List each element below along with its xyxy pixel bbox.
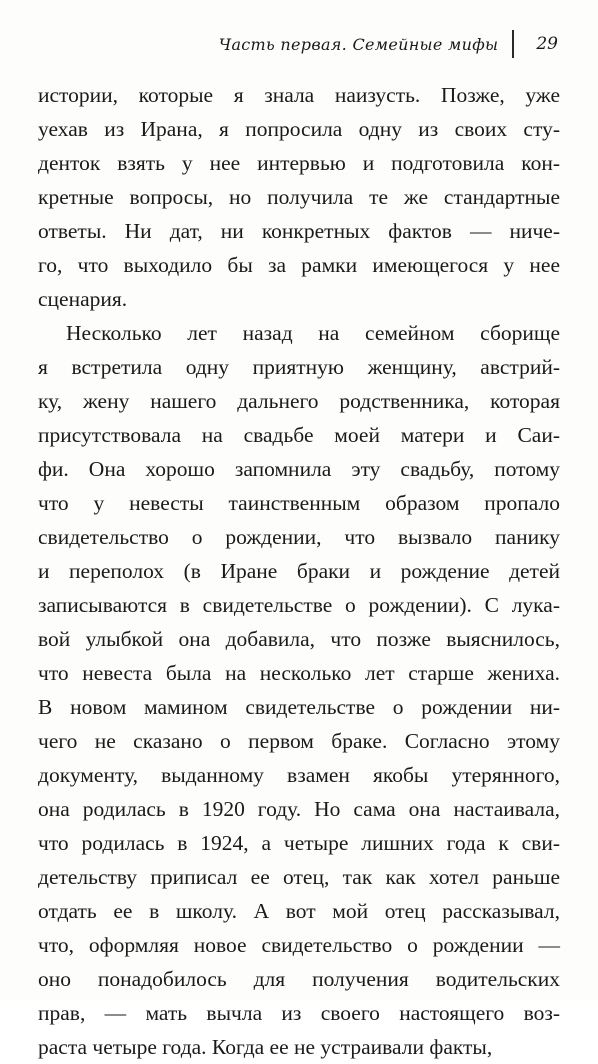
text-line: го, что выходило бы за рамки имеющегося у нее: [38, 253, 560, 277]
text-line: ответы. Ни дат, ни конкретных фактов — ниче-: [38, 219, 560, 243]
text-line: В новом мамином свидетельстве о рождении ни-: [38, 695, 560, 719]
text-line: чего не сказано о первом браке. Согласно этому: [38, 729, 560, 753]
text-line: Несколько лет назад на семейном сборище: [66, 321, 560, 345]
running-head-title: Часть первая. Семейные мифы: [218, 34, 499, 54]
text-line: фи. Она хорошо запомнила эту свадьбу, потому: [38, 457, 560, 481]
text-line: отдать ее в школу. А вот мой отец рассказывал,: [38, 899, 560, 923]
text-line: что, оформляя новое свидетельство о рождении —: [38, 933, 560, 957]
text-line: присутствовала на свадьбе моей матери и Саи-: [38, 423, 560, 447]
text-line: что родилась в 1924, а четыре лишних года к сви-: [38, 831, 560, 855]
text-line: что невеста была на несколько лет старше жениха.: [38, 661, 560, 685]
text-line: денток взять у нее интервью и подготовила кон-: [38, 151, 560, 175]
running-head-divider: [512, 30, 514, 58]
paragraph: [38, 316, 560, 1064]
text-line: свидетельство о рождении, что вызвало панику: [38, 525, 560, 549]
text-line: я встретила одну приятную женщину, австрий-: [38, 355, 560, 379]
text-line: истории, которые я знала наизусть. Позже, уже: [38, 83, 560, 107]
text-line: что у невесты таинственным образом пропало: [38, 491, 560, 515]
text-line: сценария.: [38, 287, 128, 311]
text-line: она родилась в 1920 году. Но сама она настаивала,: [38, 797, 560, 821]
text-line: записываются в свидетельстве о рождении). С лука-: [38, 593, 560, 617]
paragraph: [38, 78, 560, 316]
text-line: кретные вопросы, но получила те же стандартные: [38, 185, 560, 209]
text-line: документу, выданному взамен якобы утерянного,: [38, 763, 560, 787]
text-line: оно понадобилось для получения водительских: [38, 967, 560, 991]
text-line: раста четыре года. Когда ее не устраивали факты,: [38, 1035, 493, 1059]
text-line: уехав из Ирана, я попросила одну из своих сту-: [38, 117, 560, 141]
text-line: вой улыбкой она добавила, что позже выяснилось,: [38, 627, 560, 651]
running-head: [219, 30, 558, 58]
page-number: 29: [536, 34, 558, 54]
text-line: ку, жену нашего дальнего родственника, которая: [38, 389, 560, 413]
text-line: прав, — мать вычла из своего настоящего воз-: [38, 1001, 560, 1025]
body-text: [38, 78, 560, 1064]
text-line: детельству приписал ее отец, так как хотел раньше: [38, 865, 560, 889]
text-line: и переполох (в Иране браки и рождение детей: [38, 559, 560, 583]
